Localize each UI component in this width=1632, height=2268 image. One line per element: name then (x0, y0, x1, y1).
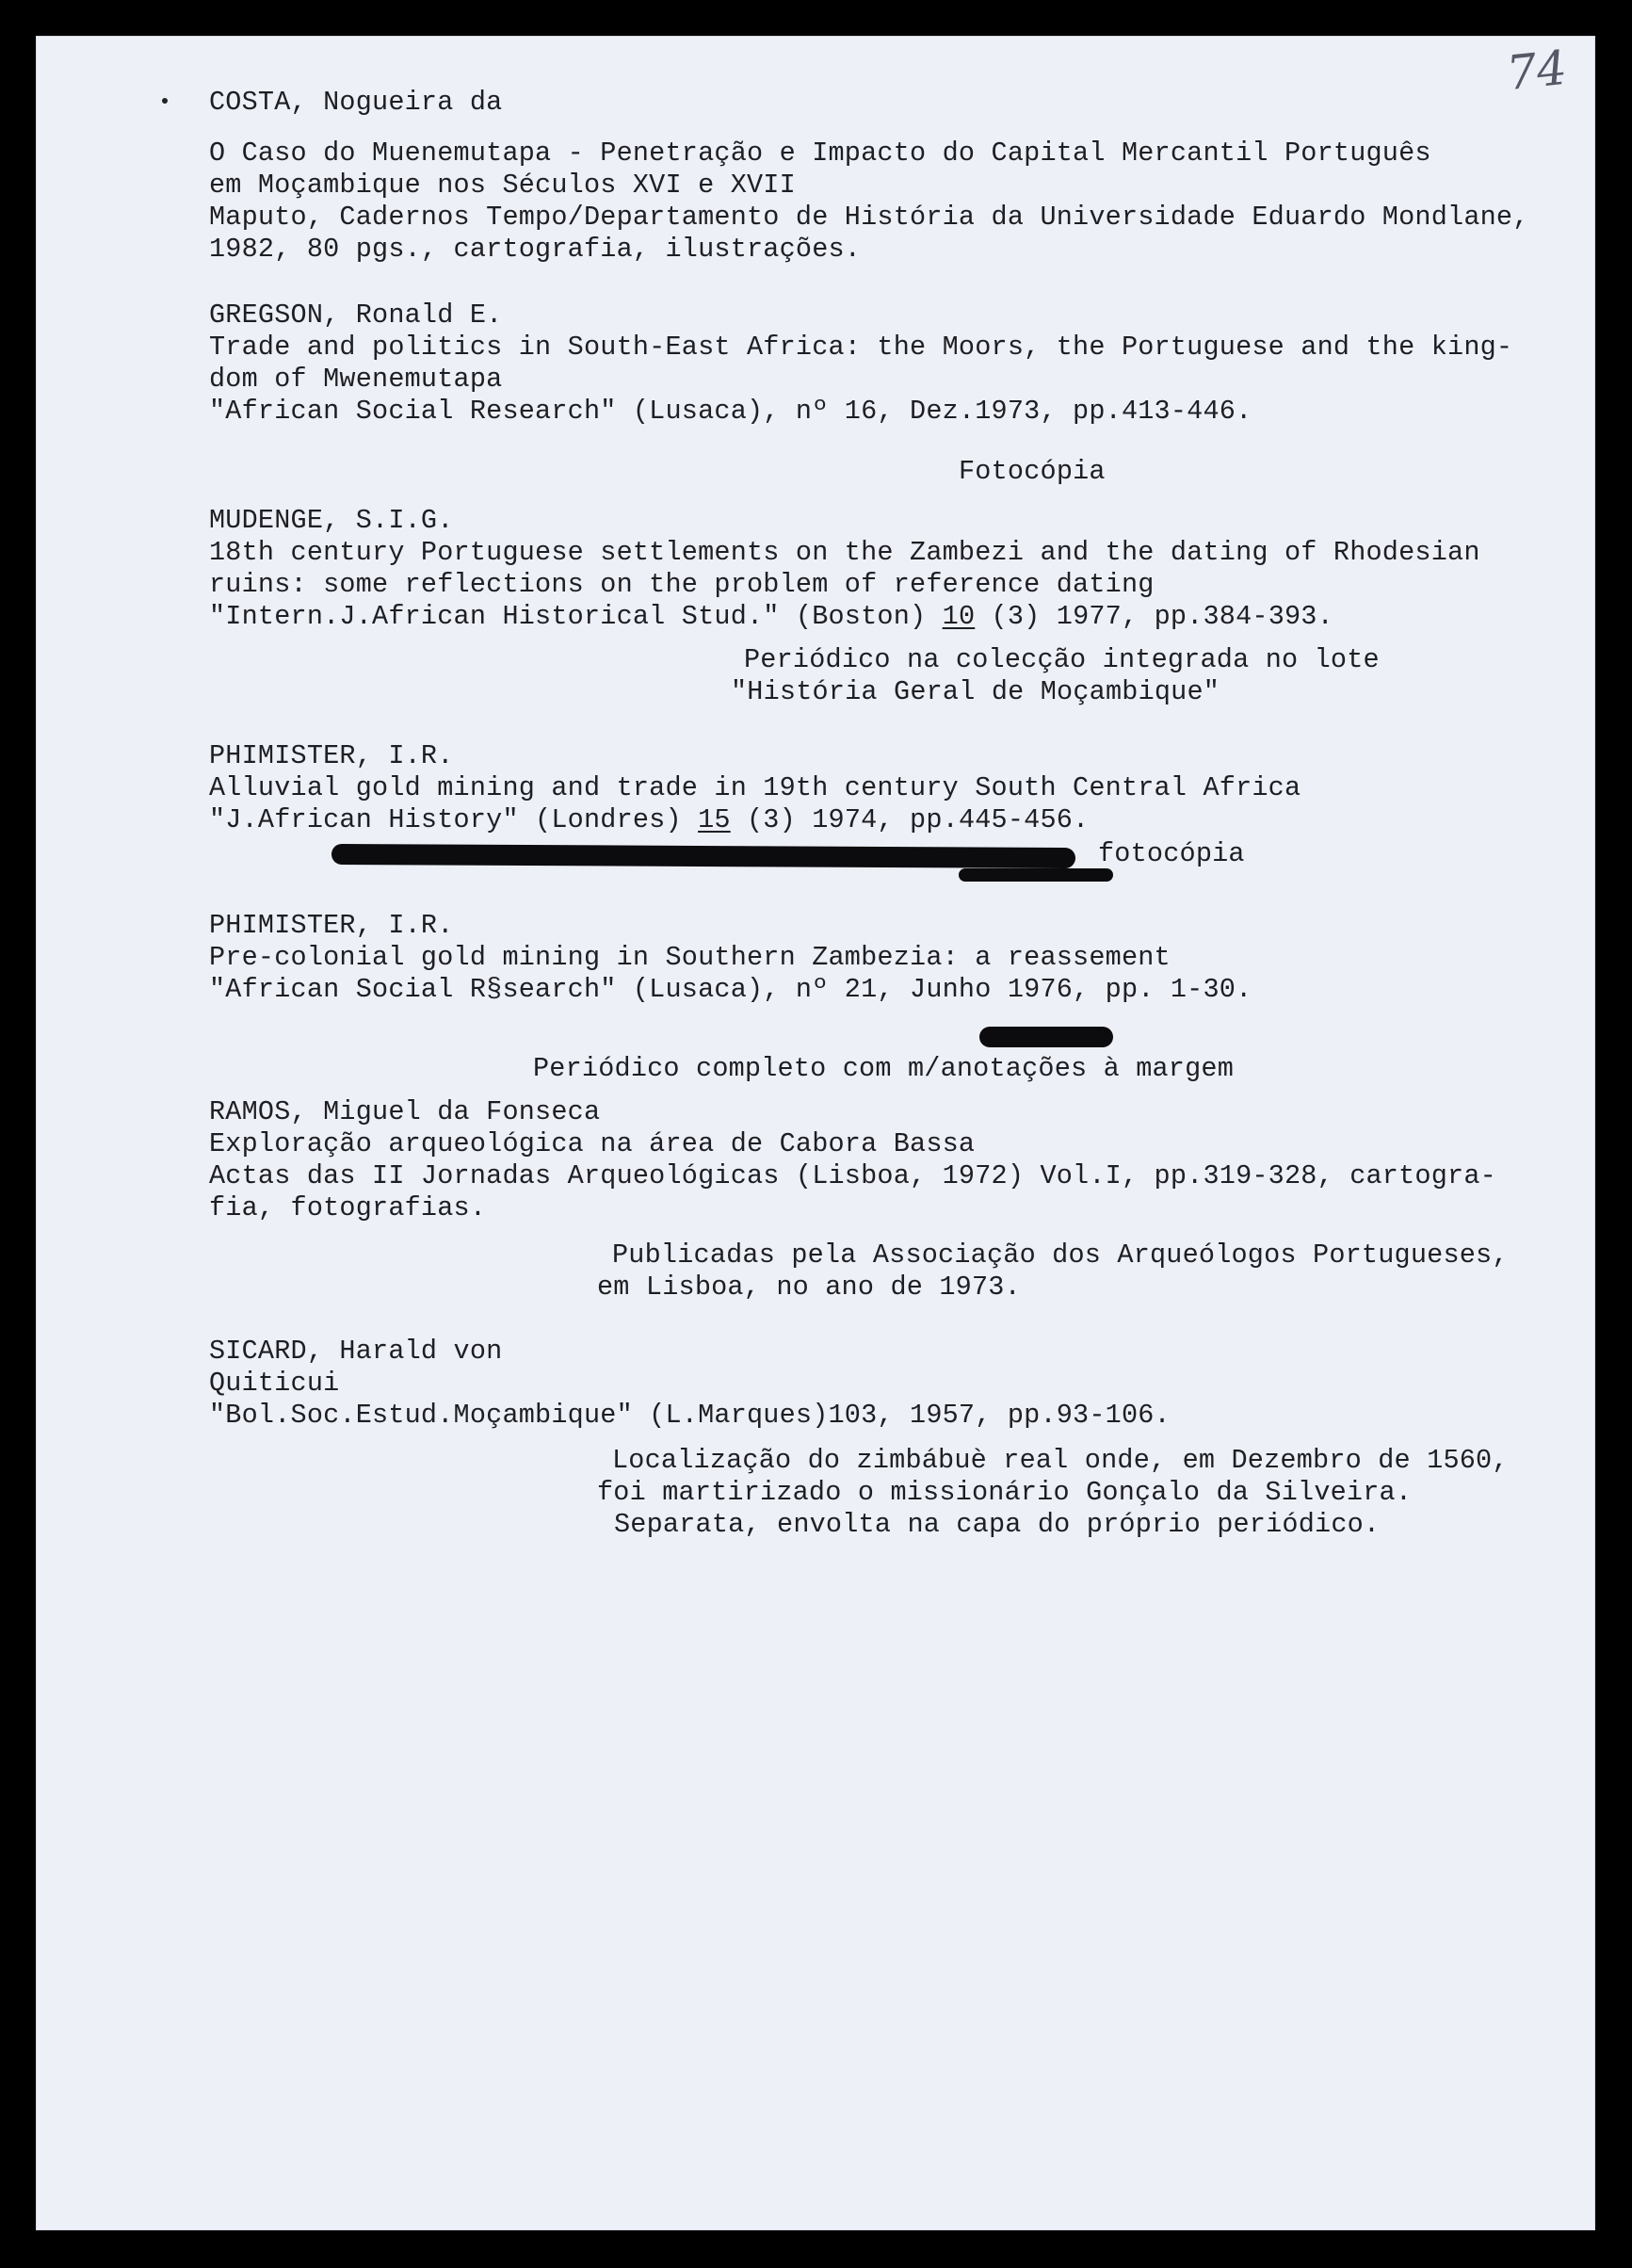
entry-gregson-title-line2: dom of Mwenemutapa (209, 364, 503, 395)
entry-sicard-title: Quiticui (209, 1368, 340, 1399)
entry-gregson-author: GREGSON, Ronald E. (209, 300, 503, 331)
entry-phimister1-title: Alluvial gold mining and trade in 19th century South Central Africa (209, 772, 1301, 803)
entry-sicard-author: SICARD, Harald von (209, 1336, 503, 1367)
entry-phimister2-title: Pre-colonial gold mining in Southern Zambezia: a reassement (209, 942, 1171, 973)
journal-name: "Intern.J.African Historical Stud." (Boston) (209, 601, 943, 632)
entry-mudenge-note-line1: Periódico na colecção integrada no lote (744, 644, 1380, 675)
entry-phimister1-author: PHIMISTER, I.R. (209, 740, 454, 771)
entry-ramos-publication-line1: Actas das II Jornadas Arqueológicas (Lisboa, 1972) Vol.I, pp.319-328, cartogra- (209, 1160, 1496, 1191)
entry-phimister1-journal (209, 804, 1089, 836)
entry-gregson-journal: "African Social Research" (Lusaca), nº 16, Dez.1973, pp.413-446. (209, 396, 1252, 427)
entry-ramos-publication-line2: fia, fotografias. (209, 1192, 487, 1223)
entry-ramos-note-line2: em Lisboa, no ano de 1973. (597, 1272, 1021, 1303)
volume-number: 15 (698, 804, 731, 835)
entry-costa-author: COSTA, Nogueira da (209, 87, 503, 118)
entry-phimister2-note: Periódico completo com m/anotações à margem (533, 1053, 1235, 1084)
entry-sicard-note-line1: Localização do zimbábuè real onde, em Dezembro de 1560, (612, 1445, 1509, 1476)
entry-sicard-note-line2: foi martirizado o missionário Gonçalo da Silveira. (597, 1477, 1413, 1508)
entry-costa-title-line1: O Caso do Muenemutapa - Penetração e Impacto do Capital Mercantil Português (209, 138, 1431, 169)
entry-sicard-note-line3: Separata, envolta na capa do próprio periódico. (614, 1509, 1381, 1540)
entry-mudenge-title-line2: ruins: some reflections on the problem of reference dating (209, 569, 1155, 600)
entry-mudenge-note-line2: "História Geral de Moçambique" (731, 676, 1220, 707)
entry-gregson-note: Fotocópia (959, 456, 1106, 487)
entry-mudenge-journal (209, 601, 1333, 633)
margin-dot (162, 98, 168, 104)
entry-costa-publisher-line2: 1982, 80 pgs., cartografia, ilustrações. (209, 234, 862, 265)
volume-number: 10 (942, 601, 976, 632)
journal-name: "J.African History" (Londres) (209, 804, 699, 835)
entry-phimister2-journal: "African Social R§search" (Lusaca), nº 21, Junho 1976, pp. 1-30. (209, 974, 1252, 1005)
entry-phimister2-author: PHIMISTER, I.R. (209, 910, 454, 941)
entry-costa-publisher-line1: Maputo, Cadernos Tempo/Departamento de História da Universidade Eduardo Mondlane, (209, 202, 1529, 233)
journal-issue: (3) 1977, pp.384-393. (975, 601, 1333, 632)
journal-issue: (3) 1974, pp.445-456. (730, 804, 1090, 835)
entry-mudenge-author: MUDENGE, S.I.G. (209, 505, 454, 536)
entry-phimister1-note: fotocópia (1098, 838, 1245, 869)
entry-ramos-author: RAMOS, Miguel da Fonseca (209, 1096, 601, 1127)
entry-mudenge-title-line1: 18th century Portuguese settlements on the Zambezi and the dating of Rhodesian (209, 537, 1480, 568)
handwritten-page-number: 74 (1504, 40, 1570, 102)
redaction-mark (979, 1027, 1113, 1047)
entry-gregson-title-line1: Trade and politics in South-East Africa: the Moors, the Portuguese and the king- (209, 332, 1513, 363)
entry-sicard-journal: "Bol.Soc.Estud.Moçambique" (L.Marques)103, 1957, pp.93-106. (209, 1400, 1171, 1431)
redaction-mark (331, 844, 1075, 868)
entry-ramos-title: Exploração arqueológica na área de Cabora Bassa (209, 1128, 976, 1159)
redaction-mark-lower (959, 868, 1113, 882)
entry-costa-title-line2: em Moçambique nos Séculos XVI e XVII (209, 170, 796, 201)
entry-ramos-note-line1: Publicadas pela Associação dos Arqueólogos Portugueses, (612, 1239, 1509, 1271)
